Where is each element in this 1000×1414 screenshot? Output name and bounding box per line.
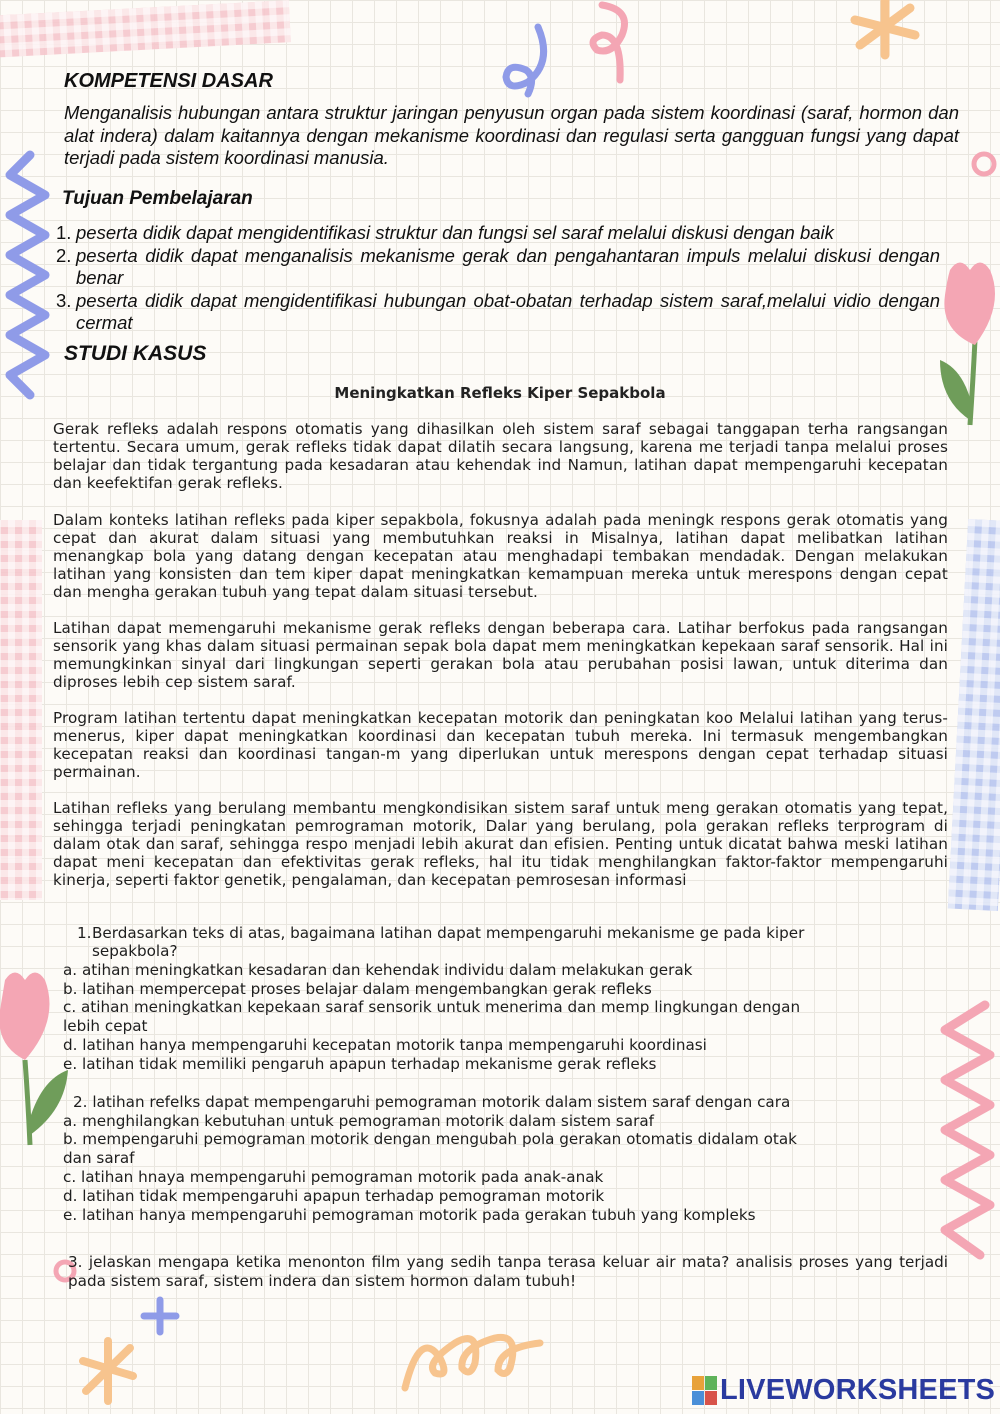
answer-option-cont: dan saraf xyxy=(63,1149,135,1167)
decor-loops-orange-icon xyxy=(400,1318,550,1398)
case-paragraph: Latihan refleks yang berulang membantu mengkondisikan sistem saraf untuk meng gerakan otomatis yang tepat, sehingga terjadi peningkatan pemrograman motorik, Dalar yang berulang, pola gerakan refleks terprogram di dalam otak dan saraf, sehingga respo menjadi lebih akurat dan efisien. Penting untuk dicatat bahwa meski latihan dapat meni kecepatan dan efektivitas gerak refleks, hal itu tidak menghilangkan faktor-faktor mempengaruhi kinerja, seperti faktor genetik, pengalaman, dan kecepatan pemrosesan informasi xyxy=(53,799,948,889)
case-paragraph: Dalam konteks latihan refleks pada kiper sepakbola, fokusnya adalah pada meningk respons gerak otomatis yang cepat dan akurat dalam situasi yang membutuhkan reaksi in Misalnya, latihan dapat melibatkan latihan menangkap bola yang datang dengan kecepatan atau menghadapi tembakan mendadak. Dengan melakukan latihan yang konsisten dan tem kiper dapat meningkatkan kemampuan mereka untuk merespons dengan cepat dan mengha gerakan tubuh yang tepat dalam situasi tersebut. xyxy=(53,511,948,601)
liveworksheets-logo-icon xyxy=(692,1376,718,1406)
answer-option[interactable]: a. atihan meningkatkan kesadaran dan kehendak individu dalam melakukan gerak xyxy=(63,961,693,979)
case-paragraph: Gerak refleks adalah respons otomatis yang dihasilkan oleh sistem saraf sebagai tanggapan terha rangsangan tertentu. Secara umum, gerak refleks tidak dapat dilatih secara langsung, karena me terjadi tanpa melalui proses belajar dan tidak tergantung pada kesadaran atau kehendak ind Namun, latihan dapat mempengaruhi kecepatan dan keefektifan gerak refleks. xyxy=(53,420,948,492)
decor-squiggle-pink-icon xyxy=(930,1000,1000,1260)
decor-squiggle-blue-icon xyxy=(0,150,60,400)
brand-name: LIVEWORKSHEETS xyxy=(720,1374,996,1406)
answer-option[interactable]: d. latihan hanya mempengaruhi kecepatan motorik tanpa mempengaruhi koordinasi xyxy=(63,1036,707,1054)
answer-option[interactable]: c. latihan hnaya mempengaruhi pemograman motorik pada anak-anak xyxy=(63,1168,604,1186)
objectives-list xyxy=(56,222,940,335)
answer-option[interactable]: b. mempengaruhi pemograman motorik dengan mengubah pola gerakan otomatis didalam otak xyxy=(63,1130,797,1148)
question-stem: 2. latihan refelks dapat mempengaruhi pemograman motorik dalam sistem saraf dengan cara xyxy=(73,1093,791,1111)
decor-star-orange-bottom-icon xyxy=(78,1336,138,1406)
decor-tape-top-left xyxy=(0,0,291,58)
decor-tape-left xyxy=(0,520,42,900)
question-stem: Berdasarkan teks di atas, bagaimana latihan dapat mempengaruhi mekanisme ge pada kiper xyxy=(92,924,805,942)
answer-option[interactable]: a. menghilangkan kebutuhan untuk pemograman motorik dalam sistem saraf xyxy=(63,1112,654,1130)
case-paragraph: Program latihan tertentu dapat meningkatkan kecepatan motorik dan peningkatan koo Melalui latihan yang terus-menerus, kiper dapat meningkatkan koordinasi dan kecepatan tubuh mereka. Ini termasuk mengembangkan kecepatan reaksi dan koordinasi tangan-m yang diperlukan untuk merespons dengan cepat terhadap situasi permainan. xyxy=(53,709,948,781)
competence-heading: KOMPETENSI DASAR xyxy=(64,70,273,92)
decor-tape-right xyxy=(948,519,1000,911)
decor-swirl-pink-icon xyxy=(582,0,642,90)
case-study-heading: STUDI KASUS xyxy=(64,342,207,365)
answer-option[interactable]: e. latihan hanya mempengaruhi pemograman motorik pada gerakan tubuh yang kompleks xyxy=(63,1206,756,1224)
liveworksheets-logo xyxy=(692,1374,995,1407)
case-paragraph: Latihan dapat memengaruhi mekanisme gerak refleks dengan beberapa cara. Latihar berfokus pada rangsangan sensorik yang khas dalam situasi permainan sepak bola dapat mem meningkatkan kepekaan saraf sensorik. Hal ini memungkinkan sinyal dari lingkungan seperti gerakan bola atau perubahan posisi lawan, untuk diterima dan diproses lebih cep sistem saraf. xyxy=(53,619,948,691)
answer-option[interactable]: e. latihan tidak memiliki pengaruh apapun terhadap mekanisme gerak refleks xyxy=(63,1055,657,1073)
objective-item: 2. peserta didik dapat menganalisis mekanisme gerak dan pengahantaran impuls melalui diskusi dengan benar xyxy=(56,244,940,288)
objective-item: 1. peserta didik dapat mengidentifikasi struktur dan fungsi sel saraf melalui diskusi dengan baik xyxy=(56,222,834,243)
objectives-heading: Tujuan Pembelajaran xyxy=(62,188,253,209)
answer-option[interactable]: b. latihan mempercepat proses belajar dalam mengembangkan gerak refleks xyxy=(63,980,652,998)
question-number: 1. xyxy=(77,924,92,942)
decor-star-orange-icon xyxy=(840,0,930,60)
decor-swirl-blue-icon xyxy=(498,22,558,102)
answer-option[interactable]: d. latihan tidak mempengaruhi apapun terhadap pemograman motorik xyxy=(63,1187,605,1205)
answer-option-cont: lebih cepat xyxy=(63,1017,148,1035)
decor-circle-pink-icon xyxy=(968,148,1000,180)
objective-item: 3. peserta didik dapat mengidentifikasi hubungan obat-obatan terhadap sistem saraf,melalui vidio dengan cermat xyxy=(56,289,940,333)
competence-text: Menganalisis hubungan antara struktur jaringan penyusun organ pada sistem koordinasi (saraf, hormon dan alat indera) dalam kaitannya dengan mekanisme koordinasi dan regulasi serta gangguan fungsi yang dapat terjadi pada sistem koordinasi manusia. xyxy=(64,102,959,168)
question-3: 3. jelaskan mengapa ketika menonton film yang sedih tanpa terasa keluar air mata? analisis proses yang terjadi pada sistem saraf, sistem indera dan sistem hormon dalam tubuh! xyxy=(68,1253,948,1290)
decor-tulip-right-icon xyxy=(935,250,1000,430)
case-study-title: Meningkatkan Refleks Kiper Sepakbola xyxy=(334,384,666,402)
answer-option[interactable]: c. atihan meningkatkan kepekaan saraf sensorik untuk menerima dan memp lingkungan dengan xyxy=(63,998,801,1016)
question-stem-cont: sepakbola? xyxy=(92,942,178,960)
decor-plus-blue-icon xyxy=(140,1296,180,1336)
